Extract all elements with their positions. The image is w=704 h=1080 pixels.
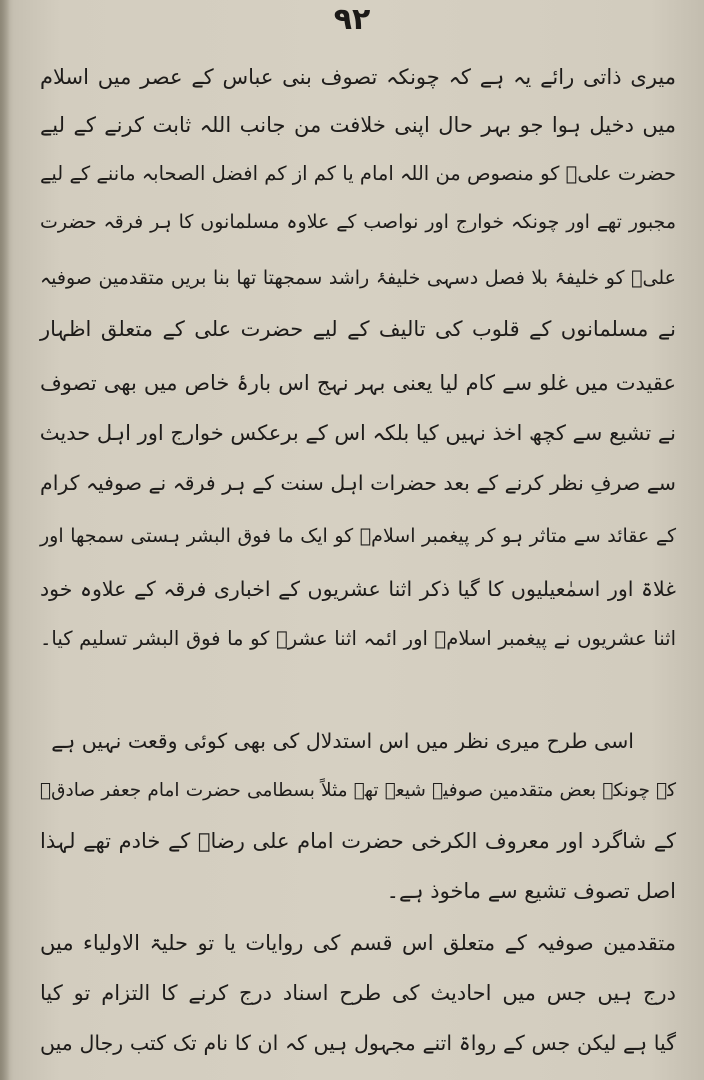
page-number: ٩٢: [333, 2, 371, 37]
text-line: اصل تصوف تشیع سے ماخوذ ہے۔: [386, 879, 676, 903]
text-line: علیؑ کو خلیفۂ بلا فصل دسہی خلیفۂ راشد سمجھتا تھا بنا بریں متقدمین صوفیہ: [40, 267, 676, 289]
text-line: کے شاگرد اور معروف الکرخی حضرت امام علی رضاؑ کے خادم تھے لہذا: [40, 829, 676, 853]
body-text: [40, 56, 676, 1056]
text-line: عقیدت میں غلو سے کام لیا یعنی بہر نہج اس بارۂ خاص میں بھی تصوف: [40, 371, 676, 395]
text-line: اسی طرح میری نظر میں اس استدلال کی بھی کوئی وقعت نہیں ہے: [51, 729, 634, 753]
text-line: نے تشیع سے کچھ اخذ نہیں کیا بلکہ اس کے برعکس خوارج اور اہل حدیث: [39, 421, 676, 445]
text-line: میں دخیل ہوا جو بہر حال اپنی خلافت من جانب اللہ ثابت کرنے کے لیے: [40, 113, 676, 137]
text-line: گیا ہے لیکن جس کے رواۃ اتنے مجہول ہیں کہ ان کا نام تک کتب رجال میں: [40, 1031, 676, 1055]
page-edge-shadow: [0, 0, 10, 1080]
text-line: درج ہیں جس میں احادیث کی طرح اسناد درج کرنے کا التزام تو کیا: [40, 981, 676, 1005]
text-line: متقدمین صوفیہ کے متعلق اس قسم کی روایات یا تو حلیۃ الاولیاء میں: [40, 931, 676, 955]
text-line: حضرت علیؑ کو منصوص من اللہ امام یا کم از کم افضل الصحابہ ماننے کے لیے: [40, 162, 676, 185]
text-line: کہ چونکہ بعض متقدمین صوفیہ شیعہ تھے مثلاً بسطامی حضرت امام جعفر صادقؑ: [40, 780, 676, 801]
text-line: مجبور تھے اور چونکہ خوارج اور نواصب کے علاوہ مسلمانوں کا ہر فرقہ حضرت: [40, 211, 676, 233]
text-line: اثنا عشریوں نے پیغمبر اسلامؐ اور ائمہ اثنا عشرؑ کو ما فوق البشر تسلیم کیا۔: [40, 627, 676, 650]
text-line: میری ذاتی رائے یہ ہے کہ چونکہ تصوف بنی عباس کے عصر میں اسلام: [40, 65, 676, 89]
text-line: نے مسلمانوں کے قلوب کی تالیف کے لیے حضرت علی کے متعلق اظہار: [40, 317, 676, 341]
text-line: سے صرفِ نظر کرنے کے بعد حضرات اہل سنت کے ہر فرقہ نے صوفیہ کرام: [40, 471, 676, 495]
text-line: غلاۃ اور اسمٰعیلیوں کا گیا ذکر اثنا عشریوں کے اخباری فرقہ کے علاوہ خود: [40, 577, 676, 601]
text-line: کے عقائد سے متاثر ہو کر پیغمبر اسلامؐ کو ایک ما فوق البشر ہستی سمجھا اور: [40, 525, 676, 547]
